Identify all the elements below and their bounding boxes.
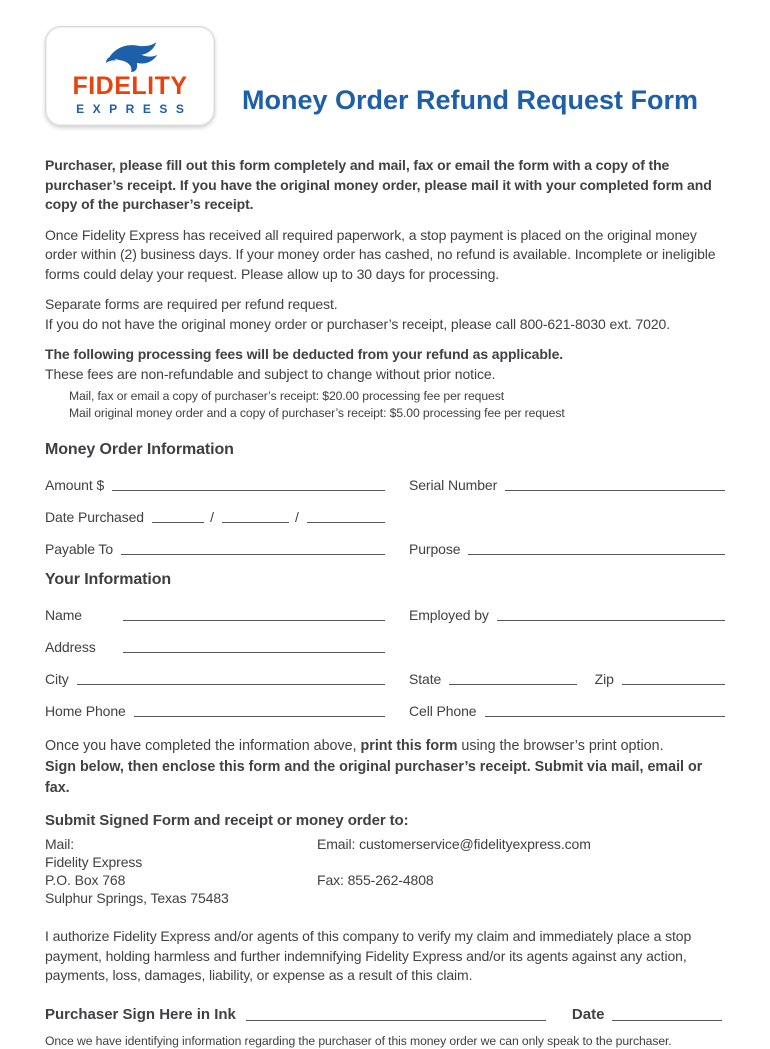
sign-here-label: Purchaser Sign Here in Ink — [45, 1005, 236, 1023]
purpose-field-group — [409, 539, 725, 558]
cell-phone-field-group — [409, 701, 725, 720]
address-field-group — [45, 637, 385, 656]
fee-item-2: Mail original money order and a copy of purchaser’s receipt: $5.00 processing fee per request — [69, 405, 565, 420]
amount-label: Amount $ — [45, 477, 105, 493]
serial-field-group — [409, 475, 725, 494]
email-line: Email: customerservice@fidelityexpress.com — [317, 836, 591, 852]
state-zip-field-group — [409, 669, 725, 688]
instructions-line1-bold: print this form — [360, 738, 458, 754]
employed-field-group — [409, 605, 725, 624]
zip-input-line[interactable] — [622, 684, 725, 685]
payable-to-label: Payable To — [45, 541, 114, 557]
sign-date-label: Date — [571, 1005, 605, 1023]
brand-express-text: EXPRESS — [76, 101, 193, 116]
submit-heading: Submit Signed Form and receipt or money order to: — [45, 812, 409, 829]
page-title: Money Order Refund Request Form — [241, 85, 699, 115]
payable-field-group — [45, 539, 385, 558]
amount-input-line[interactable] — [112, 490, 385, 491]
serial-number-input-line[interactable] — [505, 490, 725, 491]
mail-label: Mail: — [45, 836, 75, 852]
intro-paragraph-2: Once Fidelity Express has received all required paperwork, a stop payment is placed on the original money order within (2) business days. If your money order has cashed, no refund is available. Incomplete or ineligible forms could delay your request. Please allow up to 30 days for processing. — [45, 226, 716, 282]
mail-po-box: P.O. Box 768 — [45, 872, 126, 888]
name-field-group — [45, 605, 385, 624]
mail-address-block — [45, 835, 317, 907]
fees-heading: The following processing fees will be deducted from your refund as applicable. — [45, 346, 564, 362]
date-month-line[interactable] — [152, 522, 204, 523]
intro-paragraph-3 — [45, 295, 725, 334]
date-year-line[interactable] — [307, 522, 385, 523]
authorization-paragraph: I authorize Fidelity Express and/or agents of this company to verify my claim and immediately place a stop payment, holding harmless and further indemnifying Fidelity Express and/or its agents against any action, payments, loss, damages, liability, or expense as a result of this claim. — [45, 928, 692, 983]
employed-by-input-line[interactable] — [497, 620, 725, 621]
signature-row — [45, 1006, 725, 1024]
name-label: Name — [45, 607, 82, 623]
address-input-line[interactable] — [123, 652, 385, 653]
fees-subheading: These fees are non-refundable and subject to change without prior notice. — [45, 365, 496, 382]
city-field-group — [45, 669, 385, 688]
mail-company: Fidelity Express — [45, 854, 143, 870]
email-fax-block — [317, 835, 591, 907]
serial-number-label: Serial Number — [409, 477, 498, 493]
cell-phone-input-line[interactable] — [485, 716, 726, 717]
date-day-line[interactable] — [222, 522, 289, 523]
date-separator-2: / — [294, 509, 299, 525]
date-purchased-label: Date Purchased — [45, 509, 144, 525]
city-label: City — [45, 671, 69, 687]
fee-item-1: Mail, fax or email a copy of purchaser’s receipt: $20.00 processing fee per request — [69, 389, 504, 403]
your-information-heading: Your Information — [45, 571, 172, 588]
fax-line: Fax: 855-262-4808 — [317, 872, 434, 888]
call-line: If you do not have the original money order or purchaser’s receipt, please call 800-621-8030 ext. 7020. — [45, 315, 671, 332]
payable-to-input-line[interactable] — [121, 554, 385, 555]
amount-serial-row — [45, 475, 725, 494]
employed-by-label: Employed by — [409, 607, 489, 623]
amount-field-group — [45, 475, 385, 494]
purchaser-note: Once we have identifying information regarding the purchaser of this money order we can only speak to the purchaser. — [45, 1033, 672, 1048]
date-separator-1: / — [210, 509, 214, 525]
purpose-input-line[interactable] — [468, 554, 725, 555]
state-label: State — [409, 671, 442, 687]
city-state-zip-row — [45, 669, 725, 688]
eagle-icon — [99, 40, 161, 72]
state-input-line[interactable] — [449, 684, 576, 685]
your-information-section — [45, 571, 725, 720]
intro-paragraph-1: Purchaser, please fill out this form completely and mail, fax or email the form with a copy of the purchaser’s receipt. If you have the original money order, please mail it with your completed form and copy of the purchaser’s receipt. — [45, 157, 712, 212]
home-phone-field-group — [45, 701, 385, 720]
home-phone-label: Home Phone — [45, 703, 126, 719]
form-header — [45, 26, 725, 126]
date-field-group — [45, 507, 385, 526]
print-instructions — [45, 736, 725, 799]
mail-city-state-zip: Sulphur Springs, Texas 75483 — [45, 890, 229, 906]
instructions-line2: Sign below, then enclose this form and the original purchaser’s receipt. Submit via mail, email or fax. — [45, 759, 703, 796]
phones-row — [45, 701, 725, 720]
instructions-line1-pre: Once you have completed the information above, — [45, 738, 361, 754]
separate-forms-line: Separate forms are required per refund request. — [45, 296, 338, 312]
cell-phone-label: Cell Phone — [409, 703, 477, 719]
date-purchased-row — [45, 507, 725, 526]
instructions-line1-post: using the browser’s print option. — [457, 738, 664, 754]
signature-input-line[interactable] — [246, 1020, 546, 1021]
sign-date-input-line[interactable] — [612, 1020, 722, 1021]
purpose-label: Purpose — [409, 541, 461, 557]
fidelity-express-logo — [45, 26, 215, 126]
home-phone-input-line[interactable] — [134, 716, 385, 717]
name-input-line[interactable] — [123, 620, 385, 621]
brand-fidelity-text: FIDELITY — [72, 71, 188, 100]
payable-purpose-row — [45, 539, 725, 558]
city-input-line[interactable] — [77, 684, 385, 685]
money-order-section — [45, 441, 725, 558]
address-label: Address — [45, 639, 96, 655]
address-row — [45, 637, 725, 656]
submit-address-block — [45, 835, 725, 907]
money-order-heading: Money Order Information — [45, 441, 234, 458]
zip-label: Zip — [594, 671, 614, 687]
name-employed-row — [45, 605, 725, 624]
